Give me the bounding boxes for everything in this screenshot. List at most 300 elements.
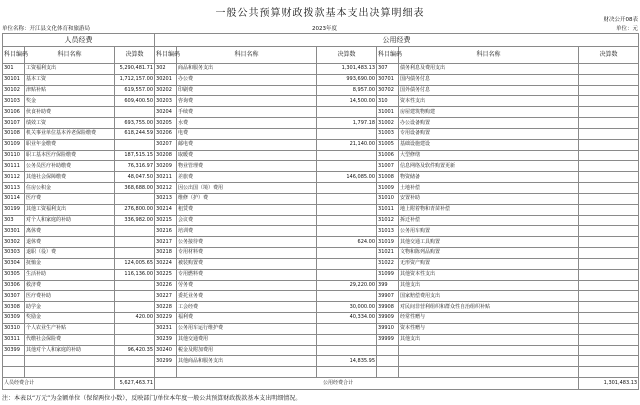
item-name: 拆迁补偿 xyxy=(399,215,579,226)
item-name: 个人农业生产补贴 xyxy=(25,323,115,334)
item-amount xyxy=(579,172,639,183)
item-code: 30301 xyxy=(3,226,25,237)
item-code: 30310 xyxy=(3,323,25,334)
header-code: 科目编码 xyxy=(3,47,25,64)
item-code: 30205 xyxy=(155,118,177,129)
table-row xyxy=(3,161,639,172)
item-name: 绩效工资 xyxy=(25,118,115,129)
item-amount xyxy=(579,215,639,226)
item-amount xyxy=(317,193,377,204)
item-code: 30109 xyxy=(3,139,25,150)
item-amount: 624.00 xyxy=(317,237,377,248)
empty-cell xyxy=(579,367,639,378)
item-name: 维修（护）费 xyxy=(177,193,317,204)
item-amount xyxy=(115,237,155,248)
item-amount: 187,515.15 xyxy=(115,150,155,161)
item-code: 39908 xyxy=(377,302,399,313)
item-name: 电费 xyxy=(177,128,317,139)
item-name: 其他资本性支出 xyxy=(399,269,579,280)
empty-cell xyxy=(3,367,25,378)
table-row xyxy=(3,64,639,75)
item-code: 30303 xyxy=(3,248,25,259)
table-row xyxy=(3,118,639,129)
item-code: 399 xyxy=(377,280,399,291)
item-amount: 116,136.00 xyxy=(115,269,155,280)
item-code: 30213 xyxy=(155,193,177,204)
item-code: 30202 xyxy=(155,85,177,96)
item-code: 30225 xyxy=(155,269,177,280)
item-amount xyxy=(115,139,155,150)
item-amount xyxy=(579,258,639,269)
item-name: 抚恤金 xyxy=(25,258,115,269)
item-amount xyxy=(579,74,639,85)
table-row xyxy=(3,345,639,356)
item-code: 39999 xyxy=(377,334,399,345)
item-name: 医疗费补助 xyxy=(25,291,115,302)
item-amount: 1,797.18 xyxy=(317,118,377,129)
item-name: 公务用车运行维护费 xyxy=(177,323,317,334)
item-name: 商品和服务支出 xyxy=(177,64,317,75)
item-code: 301 xyxy=(3,64,25,75)
item-name: 津贴补贴 xyxy=(25,85,115,96)
item-code: 30215 xyxy=(155,215,177,226)
item-amount xyxy=(579,193,639,204)
item-code: 30204 xyxy=(155,107,177,118)
item-amount: 146,085.00 xyxy=(317,172,377,183)
header-name: 科目名称 xyxy=(25,47,115,64)
item-code: 30304 xyxy=(3,258,25,269)
item-amount xyxy=(115,334,155,345)
item-code: 31001 xyxy=(377,107,399,118)
personnel-total-label: 人员经费合计 xyxy=(3,378,115,390)
item-code: 30209 xyxy=(155,161,177,172)
item-name: 其他支出 xyxy=(399,280,579,291)
item-code: 30305 xyxy=(3,269,25,280)
item-name: 房屋建筑物购建 xyxy=(399,107,579,118)
item-code: 39909 xyxy=(377,313,399,324)
item-code: 30308 xyxy=(3,302,25,313)
item-amount xyxy=(579,183,639,194)
table-row xyxy=(3,204,639,215)
item-code: 30199 xyxy=(3,204,25,215)
item-name xyxy=(399,356,579,367)
item-code: 31012 xyxy=(377,215,399,226)
empty-cell xyxy=(115,367,155,378)
item-amount xyxy=(115,226,155,237)
item-code: 30212 xyxy=(155,183,177,194)
item-amount xyxy=(317,183,377,194)
item-name: 公务用车购置 xyxy=(399,226,579,237)
item-code: 30216 xyxy=(155,226,177,237)
item-amount xyxy=(579,150,639,161)
item-name: 其他社会保障缴费 xyxy=(25,172,115,183)
header-amount: 决算数 xyxy=(579,47,639,64)
table-row xyxy=(3,150,639,161)
unit-label: 单位名称： xyxy=(2,26,30,32)
item-amount: 693,755.00 xyxy=(115,118,155,129)
table-row xyxy=(3,313,639,324)
item-amount xyxy=(317,258,377,269)
item-code: 30207 xyxy=(155,139,177,150)
item-name: 会议费 xyxy=(177,215,317,226)
item-code: 31013 xyxy=(377,226,399,237)
item-name: 大型修缮 xyxy=(399,150,579,161)
item-name: 其他商品和服务支出 xyxy=(177,356,317,367)
item-amount xyxy=(579,313,639,324)
item-amount: 30,000.00 xyxy=(317,302,377,313)
item-code: 30302 xyxy=(3,237,25,248)
item-amount xyxy=(579,64,639,75)
table-row xyxy=(3,85,639,96)
item-code: 30110 xyxy=(3,150,25,161)
item-name xyxy=(399,345,579,356)
item-amount xyxy=(579,323,639,334)
empty-cell xyxy=(317,367,377,378)
item-code: 30106 xyxy=(3,107,25,118)
item-amount: 993,690.00 xyxy=(317,74,377,85)
public-total-amount: 1,301,483.13 xyxy=(579,378,639,390)
item-code: 30399 xyxy=(3,345,25,356)
item-code: 30307 xyxy=(3,291,25,302)
item-code: 30226 xyxy=(155,280,177,291)
item-name: 物业管理费 xyxy=(177,161,317,172)
item-code: 30218 xyxy=(155,248,177,259)
item-name: 住房公积金 xyxy=(25,183,115,194)
personnel-total-amount: 5,627,463.71 xyxy=(115,378,155,390)
table-row xyxy=(3,248,639,259)
item-amount xyxy=(579,334,639,345)
item-name: 专用材料费 xyxy=(177,248,317,259)
report-year: 2023年度 xyxy=(312,26,337,32)
item-code: 30206 xyxy=(155,128,177,139)
table-row xyxy=(3,258,639,269)
item-code: 31008 xyxy=(377,172,399,183)
section-personnel: 人员经费 xyxy=(3,34,155,47)
table-row xyxy=(3,128,639,139)
item-amount: 420.00 xyxy=(115,313,155,324)
item-name: 物资储备 xyxy=(399,172,579,183)
item-amount xyxy=(579,269,639,280)
item-amount: 618,244.59 xyxy=(115,128,155,139)
item-name: 退职（役）费 xyxy=(25,248,115,259)
item-code: 30211 xyxy=(155,172,177,183)
table-row xyxy=(3,291,639,302)
item-code: 31009 xyxy=(377,183,399,194)
item-code xyxy=(3,356,25,367)
empty-cell xyxy=(177,367,317,378)
item-name: 手续费 xyxy=(177,107,317,118)
item-name: 信息网络及软件购置更新 xyxy=(399,161,579,172)
item-name: 其他交通工具购置 xyxy=(399,237,579,248)
item-code: 303 xyxy=(3,215,25,226)
item-name: 助学金 xyxy=(25,302,115,313)
item-name: 职业年金缴费 xyxy=(25,139,115,150)
item-code: 31006 xyxy=(377,150,399,161)
item-code: 30114 xyxy=(3,193,25,204)
item-code: 31005 xyxy=(377,139,399,150)
table-row xyxy=(3,193,639,204)
item-amount xyxy=(317,128,377,139)
item-amount xyxy=(317,269,377,280)
item-name: 债务利息及费用支出 xyxy=(399,64,579,75)
item-name: 奖金 xyxy=(25,96,115,107)
item-name: 专用燃料费 xyxy=(177,269,317,280)
item-name: 资本性赠与 xyxy=(399,323,579,334)
item-code: 30108 xyxy=(3,128,25,139)
table-row xyxy=(3,269,639,280)
item-name xyxy=(25,356,115,367)
table-row xyxy=(3,323,639,334)
item-code: 31099 xyxy=(377,269,399,280)
item-amount xyxy=(115,323,155,334)
item-code: 30299 xyxy=(155,356,177,367)
item-name: 工会经费 xyxy=(177,302,317,313)
item-name: 福利费 xyxy=(177,313,317,324)
item-name: 退休费 xyxy=(25,237,115,248)
empty-cell xyxy=(155,367,177,378)
item-amount: 8,957.00 xyxy=(317,85,377,96)
item-name: 经常性赠与 xyxy=(399,313,579,324)
item-code: 31007 xyxy=(377,161,399,172)
item-name: 其他交通费用 xyxy=(177,334,317,345)
item-amount xyxy=(579,118,639,129)
table-row xyxy=(3,74,639,85)
item-amount xyxy=(579,237,639,248)
item-code: 30701 xyxy=(377,74,399,85)
item-amount xyxy=(317,334,377,345)
section-public: 公用经费 xyxy=(155,34,639,47)
item-amount: 276,800.00 xyxy=(115,204,155,215)
item-amount: 124,005.65 xyxy=(115,258,155,269)
header-amount: 决算数 xyxy=(115,47,155,64)
item-name: 文物和陈列品购置 xyxy=(399,248,579,259)
item-amount: 1,301,483.13 xyxy=(317,64,377,75)
item-code: 30203 xyxy=(155,96,177,107)
table-row xyxy=(3,139,639,150)
item-name: 培训费 xyxy=(177,226,317,237)
item-amount xyxy=(317,107,377,118)
item-amount xyxy=(115,302,155,313)
table-row xyxy=(3,172,639,183)
item-name: 委托业务费 xyxy=(177,291,317,302)
item-code: 31010 xyxy=(377,193,399,204)
table-row xyxy=(3,96,639,107)
item-name: 国内债务付息 xyxy=(399,74,579,85)
item-amount xyxy=(579,107,639,118)
unit-name xyxy=(2,24,90,32)
column-header-row xyxy=(3,47,639,64)
item-code: 30217 xyxy=(155,237,177,248)
item-amount: 14,835.95 xyxy=(317,356,377,367)
item-name: 职工基本医疗保险缴费 xyxy=(25,150,115,161)
item-code: 30702 xyxy=(377,85,399,96)
item-code: 302 xyxy=(155,64,177,75)
item-name: 公务员医疗补助缴费 xyxy=(25,161,115,172)
item-code: 30227 xyxy=(155,291,177,302)
item-name: 土地补偿 xyxy=(399,183,579,194)
item-amount xyxy=(115,193,155,204)
empty-cell xyxy=(377,367,399,378)
item-name: 咨询费 xyxy=(177,96,317,107)
footnote: 注：本表以“万元”为金额单位（保留两位小数），反映部门/单位本年度一般公共预算财政拨款基本支出明细情况。 xyxy=(2,395,302,402)
item-amount xyxy=(115,107,155,118)
item-amount xyxy=(579,356,639,367)
table-row xyxy=(3,226,639,237)
header-code: 科目编码 xyxy=(155,47,177,64)
item-code: 30224 xyxy=(155,258,177,269)
item-amount xyxy=(579,96,639,107)
item-code: 30111 xyxy=(3,161,25,172)
item-code: 30240 xyxy=(155,345,177,356)
item-code: 30201 xyxy=(155,74,177,85)
expenditure-table xyxy=(2,33,639,390)
item-code: 30309 xyxy=(3,313,25,324)
item-code: 30311 xyxy=(3,334,25,345)
item-amount xyxy=(579,291,639,302)
item-name: 办公费 xyxy=(177,74,317,85)
item-name: 邮电费 xyxy=(177,139,317,150)
item-code: 30101 xyxy=(3,74,25,85)
empty-cell xyxy=(399,367,579,378)
item-amount xyxy=(115,280,155,291)
table-row xyxy=(3,215,639,226)
table-body xyxy=(3,64,639,390)
item-name: 无形资产购置 xyxy=(399,258,579,269)
item-amount: 1,712,157.00 xyxy=(115,74,155,85)
item-name: 因公出国（境）费用 xyxy=(177,183,317,194)
item-name: 基本工资 xyxy=(25,74,115,85)
item-code: 310 xyxy=(377,96,399,107)
item-name: 取暖费 xyxy=(177,150,317,161)
totals-row xyxy=(3,378,639,390)
item-amount xyxy=(317,204,377,215)
item-name: 伙食补助费 xyxy=(25,107,115,118)
item-code: 30229 xyxy=(155,313,177,324)
item-code: 31019 xyxy=(377,237,399,248)
item-amount: 336,982.00 xyxy=(115,215,155,226)
item-code xyxy=(377,356,399,367)
item-code: 31003 xyxy=(377,128,399,139)
unit-line xyxy=(2,24,638,32)
item-amount xyxy=(115,356,155,367)
item-amount xyxy=(317,323,377,334)
item-code: 307 xyxy=(377,64,399,75)
item-amount xyxy=(579,280,639,291)
item-code: 30103 xyxy=(3,96,25,107)
item-amount: 609,400.50 xyxy=(115,96,155,107)
item-amount xyxy=(579,85,639,96)
item-code: 30239 xyxy=(155,334,177,345)
item-name: 基础设施建设 xyxy=(399,139,579,150)
item-name: 医疗费 xyxy=(25,193,115,204)
item-name: 对个人和家庭的补助 xyxy=(25,215,115,226)
item-amount xyxy=(579,128,639,139)
item-amount: 368,688.00 xyxy=(115,183,155,194)
item-name: 奖励金 xyxy=(25,313,115,324)
table-row xyxy=(3,183,639,194)
item-name: 办公设备购置 xyxy=(399,118,579,129)
item-amount xyxy=(317,226,377,237)
item-amount: 619,557.00 xyxy=(115,85,155,96)
item-amount xyxy=(317,345,377,356)
item-amount xyxy=(579,226,639,237)
header-amount: 决算数 xyxy=(317,47,377,64)
item-amount xyxy=(579,248,639,259)
unit-name-value: 开江县文化体育和旅游局 xyxy=(29,26,91,32)
item-code: 30306 xyxy=(3,280,25,291)
item-code: 30102 xyxy=(3,85,25,96)
item-code: 39907 xyxy=(377,291,399,302)
item-amount xyxy=(579,302,639,313)
item-amount: 76,316.97 xyxy=(115,161,155,172)
table-row xyxy=(3,280,639,291)
public-total-label: 公用经费合计 xyxy=(155,378,579,390)
item-amount: 29,220.00 xyxy=(317,280,377,291)
table-row xyxy=(3,237,639,248)
item-amount: 14,500.00 xyxy=(317,96,377,107)
item-name: 劳务费 xyxy=(177,280,317,291)
item-code: 31011 xyxy=(377,204,399,215)
item-amount xyxy=(579,345,639,356)
item-name: 生活补助 xyxy=(25,269,115,280)
item-amount xyxy=(317,161,377,172)
item-code: 30228 xyxy=(155,302,177,313)
table-row xyxy=(3,356,639,367)
item-name: 安置补助 xyxy=(399,193,579,204)
section-header-row xyxy=(3,34,639,47)
item-name: 被装购置费 xyxy=(177,258,317,269)
item-amount xyxy=(579,139,639,150)
item-amount: 5,290,481.71 xyxy=(115,64,155,75)
item-name: 其他对个人和家庭的补助 xyxy=(25,345,115,356)
item-code: 30113 xyxy=(3,183,25,194)
item-name: 印刷费 xyxy=(177,85,317,96)
item-amount xyxy=(317,150,377,161)
item-code: 30231 xyxy=(155,323,177,334)
table-code: 财决公开08表 xyxy=(603,17,638,23)
blank-row xyxy=(3,367,639,378)
report-title: 一般公共预算财政拨款基本支出决算明细表 xyxy=(215,8,425,19)
item-amount xyxy=(579,204,639,215)
item-code xyxy=(377,345,399,356)
item-name: 资本性支出 xyxy=(399,96,579,107)
item-name: 公务接待费 xyxy=(177,237,317,248)
item-name: 水费 xyxy=(177,118,317,129)
item-code: 39910 xyxy=(377,323,399,334)
item-name: 其他支出 xyxy=(399,334,579,345)
item-code: 30208 xyxy=(155,150,177,161)
item-name: 租赁费 xyxy=(177,204,317,215)
item-name: 税金及附加费用 xyxy=(177,345,317,356)
item-code: 31002 xyxy=(377,118,399,129)
item-name: 差旅费 xyxy=(177,172,317,183)
item-name: 地上附着物和青苗补偿 xyxy=(399,204,579,215)
header-name: 科目名称 xyxy=(399,47,579,64)
item-amount: 48,047.50 xyxy=(115,172,155,183)
table-row xyxy=(3,107,639,118)
item-code: 31022 xyxy=(377,258,399,269)
header-code: 科目编码 xyxy=(377,47,399,64)
item-amount xyxy=(317,215,377,226)
item-amount: 96,420.35 xyxy=(115,345,155,356)
item-name: 对民间非营利组织和群众性自治组织补贴 xyxy=(399,302,579,313)
item-name: 国外债务付息 xyxy=(399,85,579,96)
header-name: 科目名称 xyxy=(177,47,317,64)
table-row xyxy=(3,302,639,313)
item-name: 离休费 xyxy=(25,226,115,237)
item-code: 30112 xyxy=(3,172,25,183)
item-code: 31021 xyxy=(377,248,399,259)
